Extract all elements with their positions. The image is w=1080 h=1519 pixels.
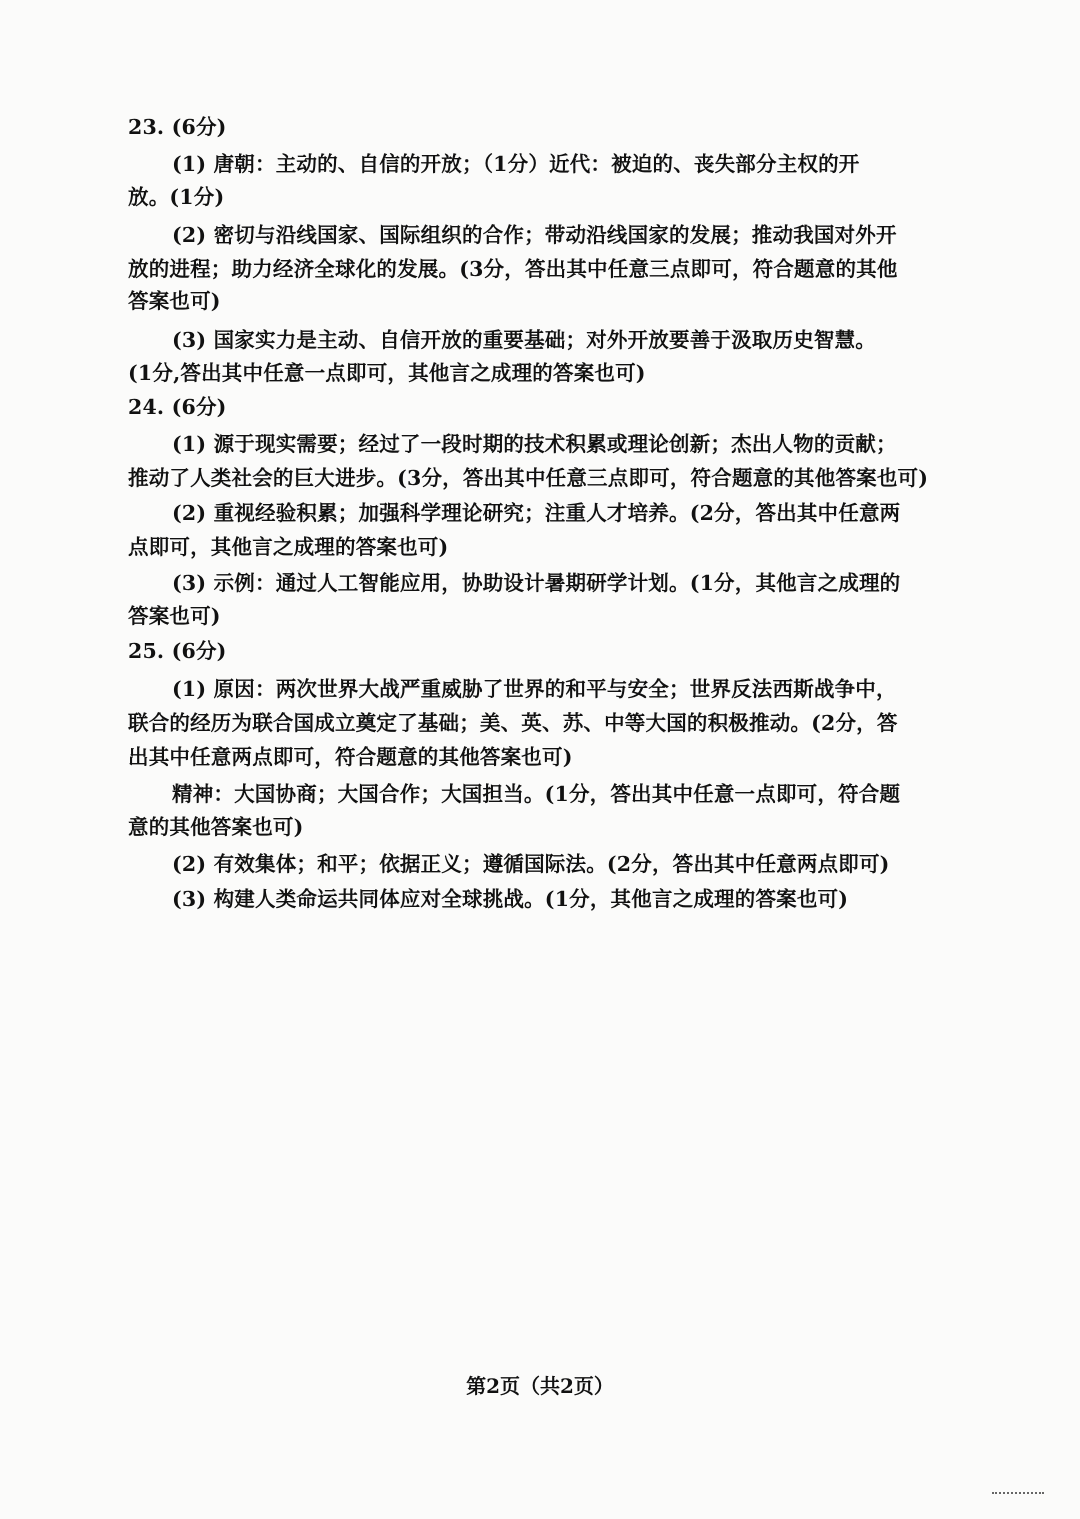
q23-header: 23. (6分) [128, 115, 227, 139]
q25-line-7: (3) 构建人类命运共同体应对全球挑战。(1分，其他言之成理的答案也可) [172, 887, 849, 911]
q24-line-2: 推动了人类社会的巨大进步。(3分，答出其中任意三点即可，符合题意的其他答案也可) [128, 466, 929, 490]
q23-line-4: 放的进程；助力经济全球化的发展。(3分，答出其中任意三点即可，符合题意的其他 [128, 257, 898, 281]
q25-line-3: 出其中任意两点即可，符合题意的其他答案也可) [128, 745, 573, 769]
q23-line-5: 答案也可) [128, 289, 221, 313]
q24-header: 24. (6分) [128, 395, 227, 419]
q24-line-4: 点即可，其他言之成理的答案也可) [128, 535, 449, 559]
q25-line-4: 精神：大国协商；大国合作；大国担当。(1分，答出其中任意一点即可，符合题 [172, 782, 901, 806]
q24-line-6: 答案也可) [128, 604, 221, 628]
q25-line-6: (2) 有效集体；和平；依据正义；遵循国际法。(2分，答出其中任意两点即可) [172, 852, 890, 876]
q23-line-2: 放。(1分) [128, 185, 225, 209]
q23-line-3: (2) 密切与沿线国家、国际组织的合作；带动沿线国家的发展；推动我国对外开 [172, 223, 897, 247]
q23-line-7: (1分,答出其中任意一点即可，其他言之成理的答案也可) [128, 361, 646, 385]
q25-line-2: 联合的经历为联合国成立奠定了基础；美、英、苏、中等大国的积极推动。(2分，答 [128, 711, 898, 735]
q25-header: 25. (6分) [128, 639, 227, 663]
q23-line-1: (1) 唐朝：主动的、自信的开放；（1分）近代：被迫的、丧失部分主权的开 [172, 152, 860, 176]
q23-line-6: (3) 国家实力是主动、自信开放的重要基础；对外开放要善于汲取历史智慧。 [172, 328, 876, 352]
scan-artifact [992, 1492, 1044, 1498]
page-number-footer: 第2页（共2页） [466, 1374, 614, 1398]
q24-line-3: (2) 重视经验积累；加强科学理论研究；注重人才培养。(2分，答出其中任意两 [172, 501, 901, 525]
q25-line-5: 意的其他答案也可) [128, 815, 304, 839]
q24-line-5: (3) 示例：通过人工智能应用，协助设计暑期研学计划。(1分，其他言之成理的 [172, 571, 901, 595]
q25-line-1: (1) 原因：两次世界大战严重威胁了世界的和平与安全；世界反法西斯战争中， [172, 677, 897, 701]
q24-line-1: (1) 源于现实需要；经过了一段时期的技术积累或理论创新；杰出人物的贡献； [172, 432, 897, 456]
